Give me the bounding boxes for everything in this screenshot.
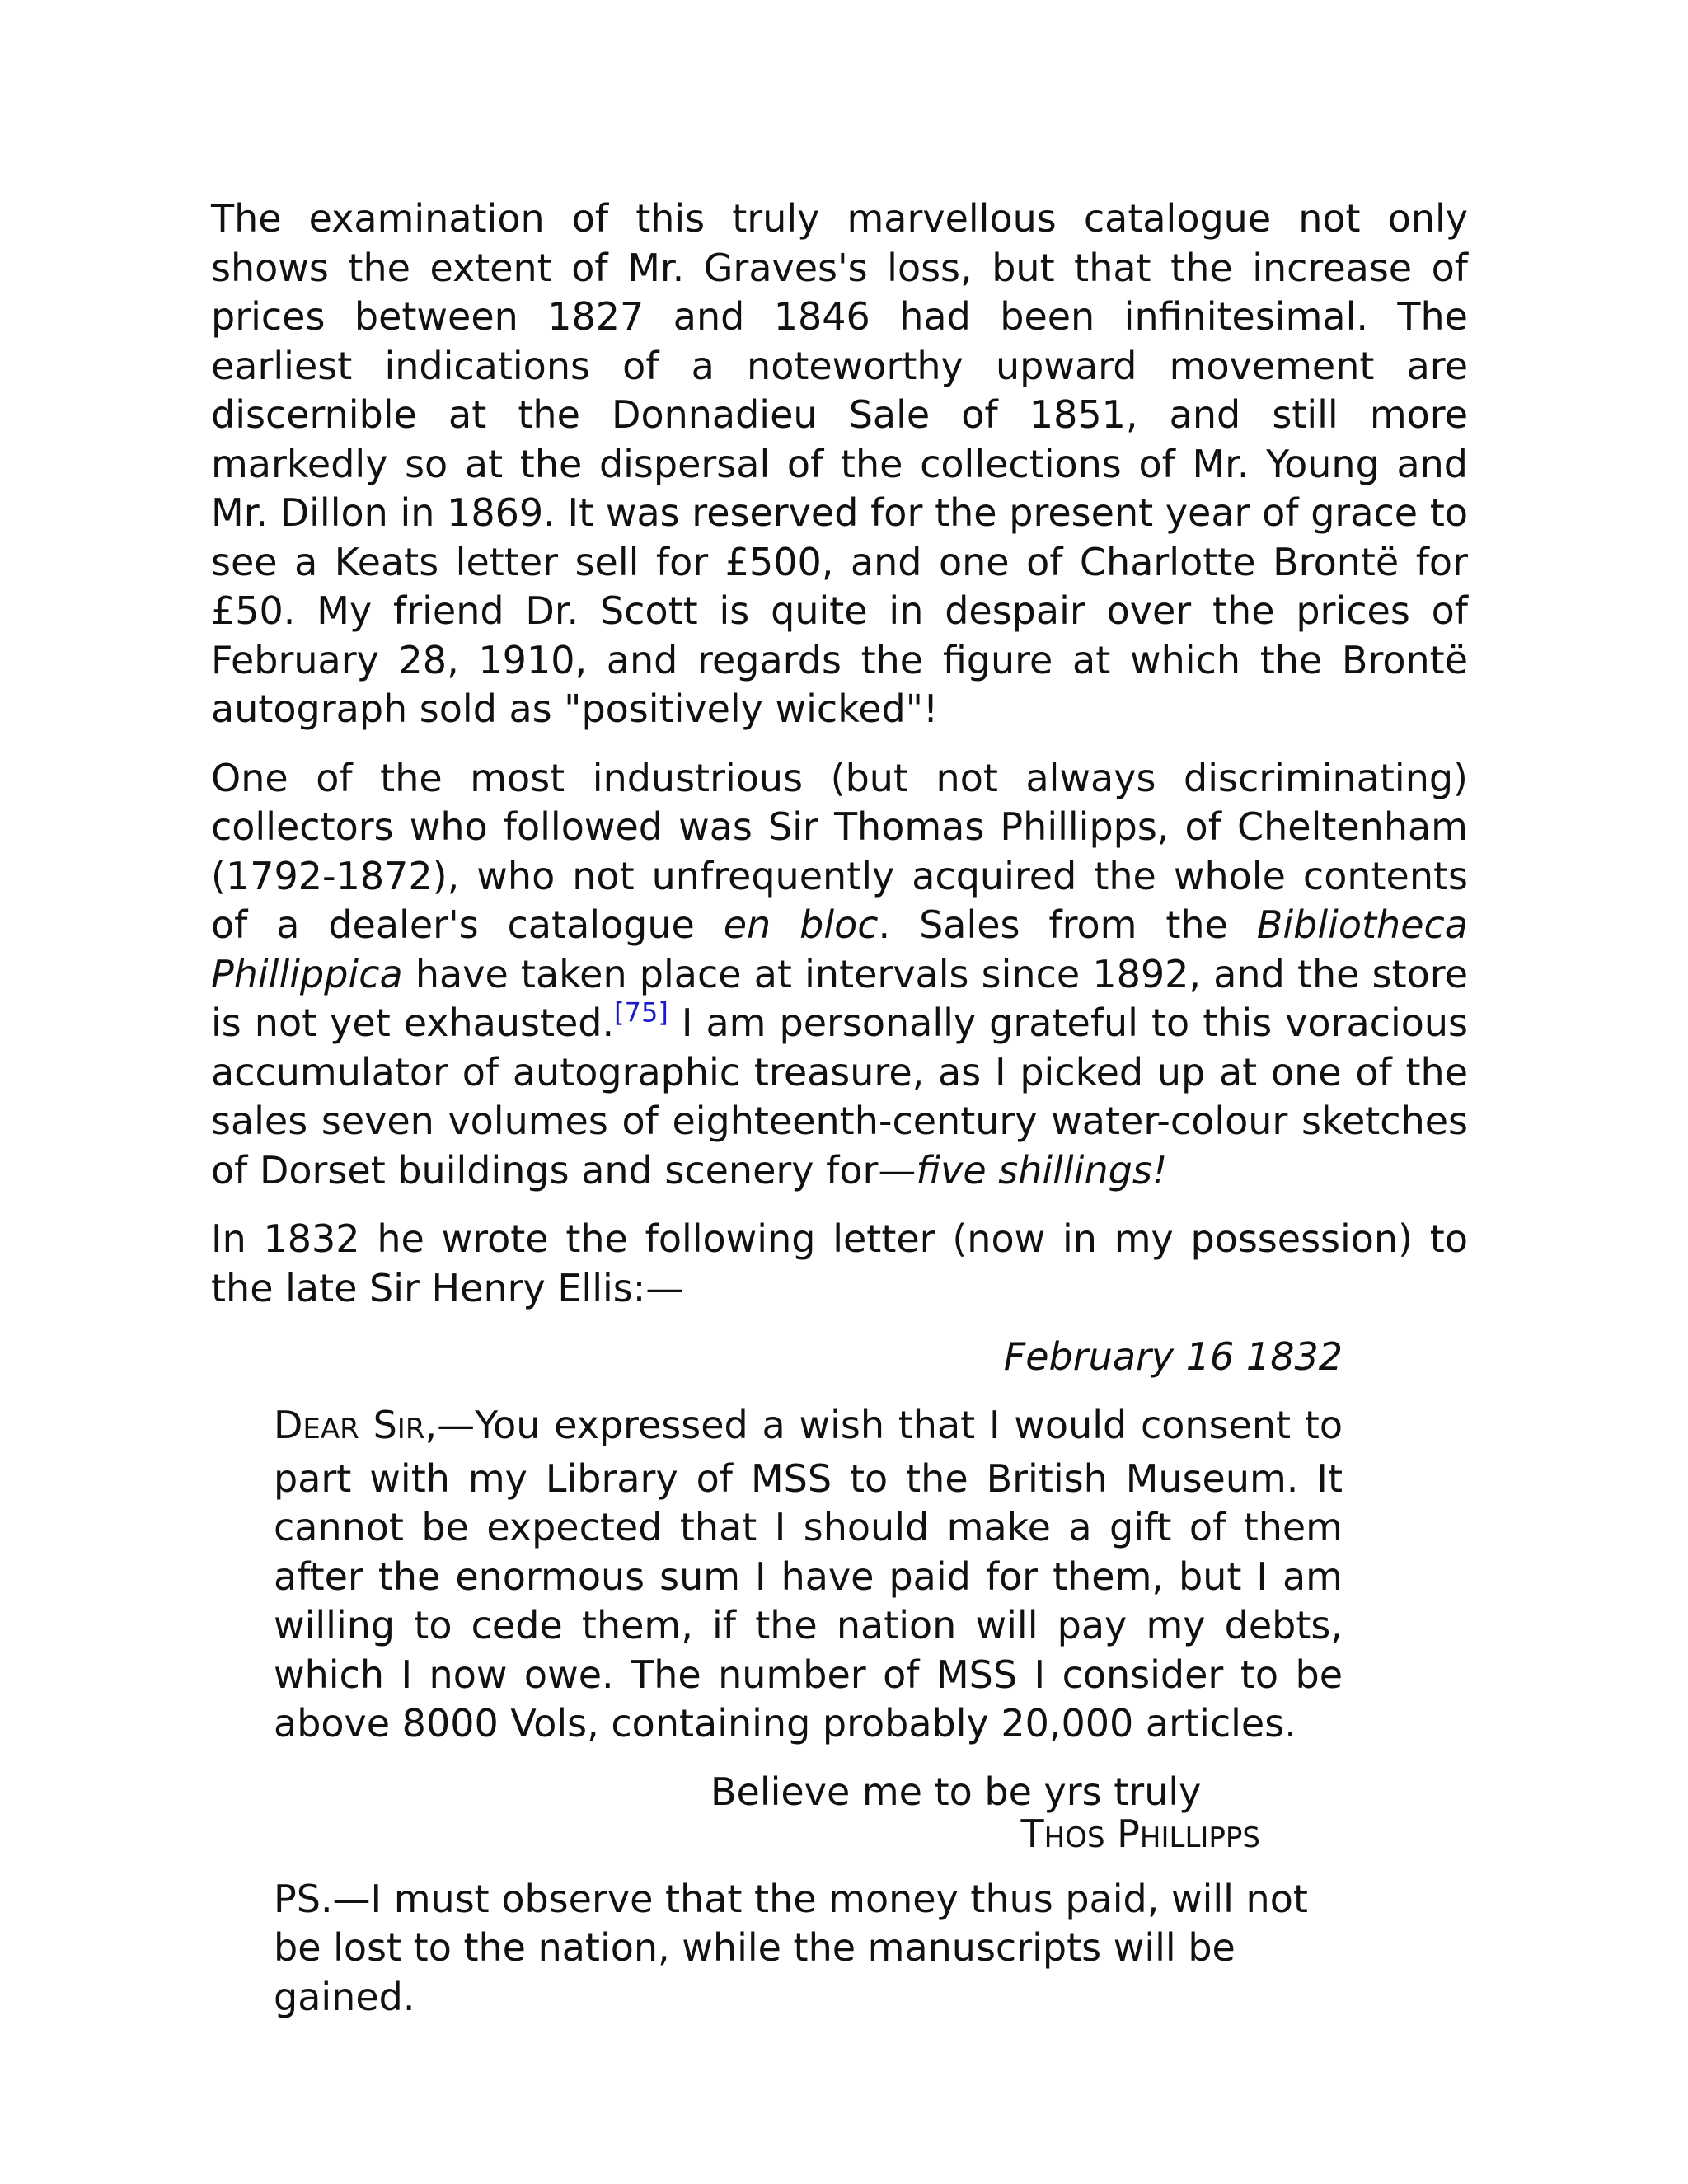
paragraph-phillipps xyxy=(211,754,1468,1196)
paragraph-catalogue-prices: The examination of this truly marvellous catalogue not only shows the extent of Mr. Graves's loss, but that the increase of prices between 1827 and 1846 had been infinitesimal. The earliest indications of a noteworthy upward movement are discernible at the Donnadieu Sale of 1851, and still more markedly so at the dispersal of the collections of Mr. Young and Mr. Dillon in 1869. It was reserved for the present year of grace to see a Keats letter sell for £500, and one of Charlotte Brontë for £50. My friend Dr. Scott is quite in despair over the prices of February 28, 1910, and regards the figure at which the Brontë autograph sold as "positively wicked"! xyxy=(211,196,1468,731)
letter-closing: Believe me to be yrs truly xyxy=(710,1769,1202,1814)
paragraph-letter-intro: In 1832 he wrote the following letter (now in my possession) to the late Sir Henry Ellis:— xyxy=(211,1216,1468,1310)
italic-text: five shillings! xyxy=(916,1147,1168,1193)
document-page xyxy=(211,194,1468,2022)
footnote-link[interactable]: [75] xyxy=(614,996,668,1029)
letter-body xyxy=(274,1401,1343,1749)
paragraph-text: have taken place at intervals since 1892, and the store is not yet exhausted. xyxy=(211,951,1468,1045)
paragraph-text: . Sales from the xyxy=(878,902,1257,947)
paragraph-text: I am personally grateful to this voracious accumulator of autographic treasure, as I picked up at one of the sales seven volumes of eighteenth-century water-colour sketches of Dorset buildings and scenery for— xyxy=(211,1001,1468,1193)
letter-postscript: PS.—I must observe that the money thus paid, will not be lost to the nation, while the manuscripts will be gained. xyxy=(274,1876,1308,2019)
salutation: DEAR SIR xyxy=(274,1403,425,1447)
letter-signature: THOS PHILLIPPS xyxy=(1020,1811,1260,1856)
italic-text: Bibliotheca Phillippica xyxy=(211,902,1468,996)
italic-text: en bloc xyxy=(723,902,879,947)
letter-date: February 16 1832 xyxy=(1003,1334,1343,1379)
letter-text: ,—You expressed a wish that I would consent to part with my Library of MSS to the British Museum. It cannot be expected that I should make a gift of them after the enormous sum I have paid for them, but I am willing to cede them, if the nation will pay my debts, which I now owe. The number of MSS I consider to be above 8000 Vols, containing probably 20,000 articles. xyxy=(274,1403,1343,1746)
paragraph-text: One of the most industrious (but not always discriminating) collectors who followed was Sir Thomas Phillipps, of Cheltenham (1792-1872), who not unfrequently acquired the whole contents of a dealer's catalogue xyxy=(211,755,1468,947)
quoted-letter xyxy=(274,1333,1343,2022)
